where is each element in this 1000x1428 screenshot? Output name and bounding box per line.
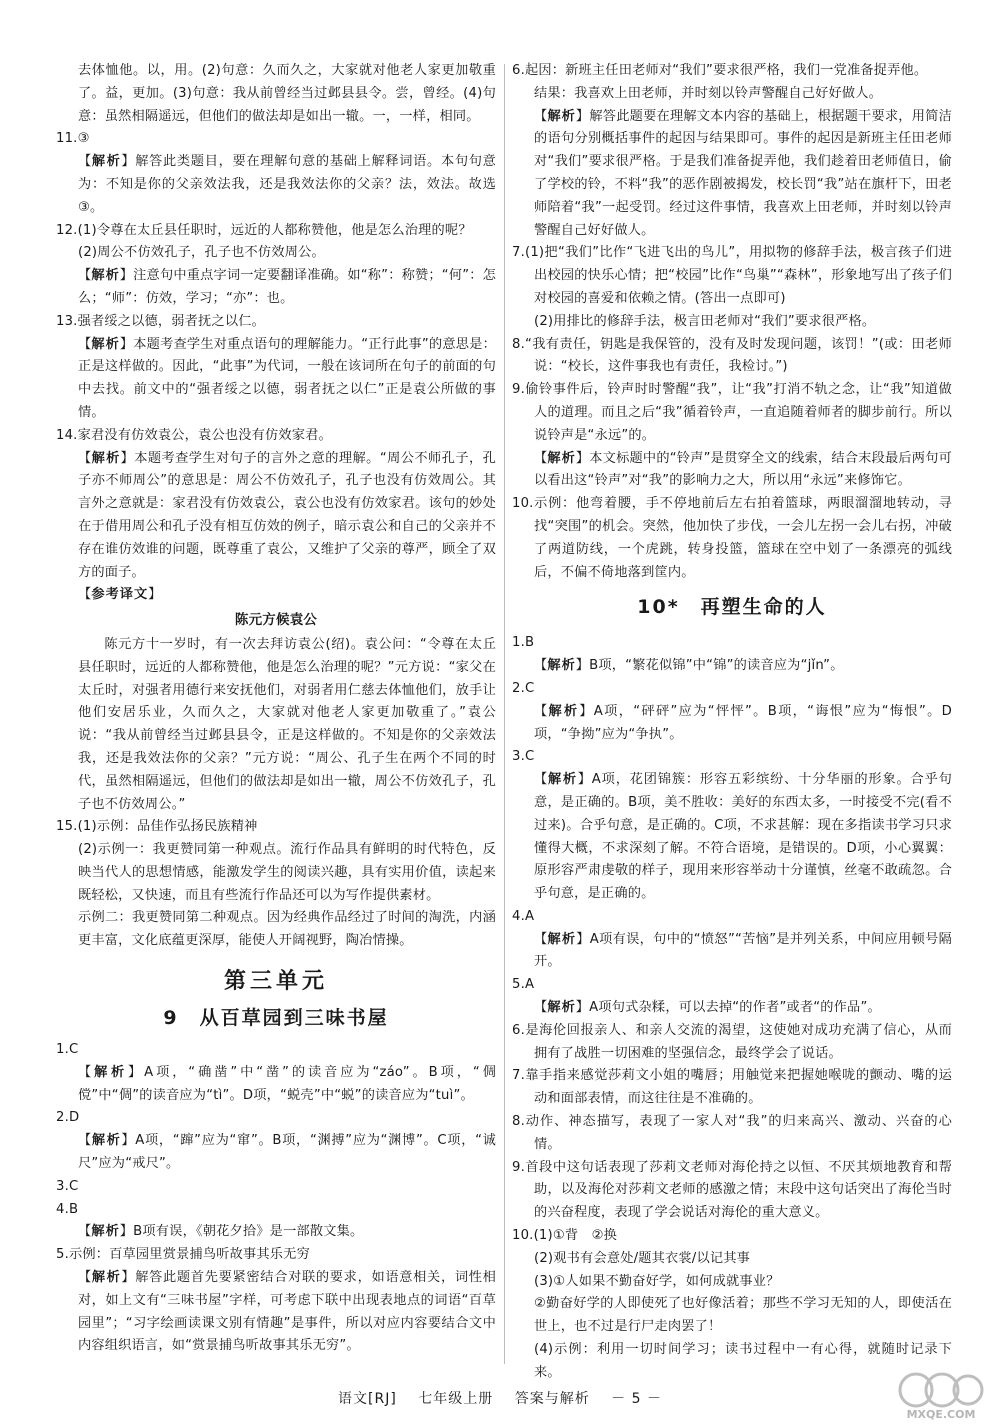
analysis-text: A项，花团锦簇：形容五彩缤纷、十分华丽的形象。合乎句意，是正确的。B项，美不胜收：美好的东西太多，一时接受不完(看不过来)。合乎句意，是正确的。C项，不求甚解：现在多指读书学习只求懂得大概，不求深刻了解。不符合语境，是错误的。D项，小心翼翼：原形容严肃虔敬的样子，现用来形容举动十分谨慎，丝毫不敢疏忽。合乎句意，是正确的。 xyxy=(534,772,952,902)
analysis-text: A项，“蹿”应为“窜”。B项，“渊搏”应为“渊博”。C项，“诚尺”应为“戒尺”。 xyxy=(78,1133,497,1172)
analysis-tag: 解析 xyxy=(91,1270,122,1286)
lesson-10-title: 10* 再塑生命的人 xyxy=(637,596,827,619)
analysis-tag: 解析 xyxy=(548,772,578,788)
analysis-tag: 解析 xyxy=(548,703,580,719)
l9-answer-5: 5.示例：百草园里赏景捕鸟听故事其乐无穷 xyxy=(56,1247,310,1263)
analysis-text: 本题考查学生对句子的言外之意的理解。“周公不师孔子，孔子亦不师周公”的意思是：周公不仿效孔子，孔子也没有仿效周公。其言外之意就是：家君没有仿效袁公，袁公也没有仿效家君。该句的妙处在于借用周公和孔子没有相互仿效的例子，暗示袁公和自己的父亲并不存在谁仿效谁的问题，既尊重了袁公，又维护了父亲的尊严，顾全了双方的面子。 xyxy=(78,450,497,580)
analysis-tag: 解析 xyxy=(547,450,576,466)
l9-answer-3: 3.C xyxy=(56,1178,79,1194)
l10-answer-10-1: 10.(1)①背 ②换 xyxy=(512,1228,618,1244)
answer-6-result: 结果：我喜欢上田老师，并时刻以铃声警醒自己好好做人。 xyxy=(534,85,883,101)
l10-analysis-1: 【解析】B项，“繁花似锦”中“锦”的读音应为“jǐn”。 xyxy=(534,658,844,674)
answer-12-2: (2)周公不仿效孔子，孔子也不仿效周公。 xyxy=(78,245,325,261)
l9-answer-4: 4.B xyxy=(56,1201,79,1217)
analysis-12: 【解析】注意句中重点字词一定要翻译准确。如“称”：称赞；“何”：怎么；“师”：仿效，学习；“亦”：也。 xyxy=(78,268,496,306)
l9-analysis-5: 【解析】解答此题首先要紧密结合对联的要求，如语意相关，词性相对，如上文有“三味书屋”字样，可考虑下联中出现表地点的词语“百草园里”；“习字绘画读课文别有情趣”是事件，所以对应内容要结合文中内容组织语言，如“赏景捕鸟听故事其乐无穷”。 xyxy=(78,1270,497,1354)
answer-9: 9.偷铃事件后，铃声时时警醒“我”，让“我”打消不轨之念，让“我”知道做人的道理。而且之后“我”循着铃声，一直追随着师者的脚步前行。所以说铃声是“永远”的。 xyxy=(512,382,952,443)
l10-analysis-2: 【解析】A项，“砰砰”应为“怦怦”。B项，“诲恨”应为“悔恨”。D项，“争拗”应为“争执”。 xyxy=(534,703,953,742)
l10-answer-7: 7.靠手指来感觉莎莉文小姐的嘴唇；用触觉来把握她喉咙的颤动、嘴的运动和面部表情，而这往往是不准确的。 xyxy=(512,1068,952,1107)
page-footer xyxy=(0,1388,1000,1408)
analysis-tag: 解析 xyxy=(547,108,576,124)
l10-answer-1: 1.B xyxy=(512,635,535,651)
footer-subject: 语文[RJ] xyxy=(338,1391,397,1407)
analysis-tag: 解析 xyxy=(547,1000,576,1016)
l10-answer-10-4: (4)示例：利用一切时间学习；读书过程中一有心得，就随时记录下来。 xyxy=(534,1342,952,1380)
l10-analysis-4: 【解析】A项有误，句中的“愤怒”“苦恼”是并列关系，中间应用顿号隔开。 xyxy=(534,931,953,970)
l10-answer-6: 6.是海伦回报亲人、和亲人交流的渴望，这使她对成功充满了信心，从而拥有了战胜一切困难的坚强信念，最终学会了说话。 xyxy=(512,1022,952,1061)
watermark-text: MXQE.COM xyxy=(906,1408,976,1421)
answer-10: 10.示例：他弯着腰，手不停地前后左右拍着篮球，两眼溜溜地转动，寻找“突围”的机会。突然，他加快了步伐，一会儿左拐一会儿右拐，冲破了两道防线，一个虎跳，转身投篮，篮球在空中划了一条漂亮的弧线后，不偏不倚地落到筐内。 xyxy=(512,496,952,580)
answer-15-2a: (2)示例一：我更赞同第一种观点。流行作品具有鲜明的时代特色，反映当代人的思想情感，能激发学生的阅读兴趣，具有实用价值，读起来既轻松，又快速，而且有些流行作品还可以为写作提供素材。 xyxy=(78,842,496,903)
l10-answer-10-3b: ②勤奋好学的人即使死了也好像活着；那些不学习无知的人，即使活在世上，也不过是行尸走肉罢了！ xyxy=(534,1296,952,1335)
analysis-tag: 解析 xyxy=(91,450,121,466)
l9-answer-1: 1.C xyxy=(56,1042,79,1058)
page-number: － 5 － xyxy=(611,1391,662,1407)
analysis-text: A项，“砰砰”应为“怦怦”。B项，“诲恨”应为“悔恨”。D项，“争拗”应为“争执”。 xyxy=(534,703,953,742)
analysis-13: 【解析】本题考查学生对重点语句的理解能力。“正行此事”的意思是：正是这样做的。因此，“此事”为代词，一般在该词所在句子的前面的句中去找。前文中的“强者绥之以德，弱者抚之以仁”正是袁公所做的事情。 xyxy=(78,336,497,420)
analysis-tag: 解析 xyxy=(547,931,577,947)
answer-15-2b: 示例二：我更赞同第二种观点。因为经典作品经过了时间的淘洗，内涵更丰富，文化底蕴更深厚，能使人开阔视野，陶冶情操。 xyxy=(78,910,496,949)
analysis-tag: 解析 xyxy=(91,336,120,352)
analysis-tag: 解析 xyxy=(547,658,576,674)
l9-analysis-1: 【解析】A项，“确凿”中“凿”的读音应为“záo”。B项，“倜傥”中“倜”的读音应为“tì”。D项，“蜕壳”中“蜕”的读音应为“tuì”。 xyxy=(78,1064,496,1103)
answer-14: 14.家君没有仿效袁公，袁公也没有仿效家君。 xyxy=(56,427,332,443)
analysis-tag: 解析 xyxy=(91,154,122,170)
analysis-text: B项有误，《朝花夕拾》是一部散文集。 xyxy=(133,1224,364,1240)
l10-answer-9: 9.首段中这句话表现了莎莉文老师对海伦持之以恒、不厌其烦地教育和帮助，以及海伦对莎莉文老师的感激之情；末段中这句话突出了海伦当时的兴奋程度，表现了学会说话对海伦的重大意义。 xyxy=(512,1159,952,1221)
answer-7-2: (2)用排比的修辞手法，极言田老师对“我们”要求很严格。 xyxy=(534,313,876,329)
column-divider xyxy=(504,64,505,1364)
l10-analysis-5: 【解析】A项句式杂糅，可以去掉“的作者”或者“的作品”。 xyxy=(534,1000,881,1016)
answer-13: 13.强者绥之以德，弱者抚之以仁。 xyxy=(56,313,265,329)
answer-12-1: 12.(1)令尊在太丘县任职时，远近的人都称赞他，他是怎么治理的呢？ xyxy=(56,222,472,238)
answer-8: 8.“我有责任，钥匙是我保管的，没有及时发现问题，该罚！”(或：田老师说：“校长，这件事我也有责任，我检讨。”) xyxy=(512,336,952,375)
l10-answer-10-2: (2)观书有会意处/题其衣裳/以记其事 xyxy=(534,1250,750,1266)
analysis-9: 【解析】本文标题中的“铃声”是贯穿全文的线索，结合末段最后两句可以看出这“铃声”对“我”的影响力之大，所以用“永远”来修饰它。 xyxy=(534,450,953,489)
answer-15-1: 15.(1)示例：品佳作弘扬民族精神 xyxy=(56,819,258,835)
answer-7-1: 7.(1)把“我们”比作“飞进飞出的鸟儿”，用拟物的修辞手法，极言孩子们进出校园的快乐心情；把“校园”比作“鸟巢”“森林”，形象地写出了孩子们对校园的喜爱和依赖之情。(答出一点即可) xyxy=(512,245,952,306)
analysis-tag: 解析 xyxy=(91,268,120,284)
lesson-9-title: 9 从百草园到三味书屋 xyxy=(163,1007,389,1030)
answer-6: 6.起因：新班主任田老师对“我们”要求很严格，我们一党准备捉弄他。 xyxy=(512,63,928,78)
analysis-text: A项，“确凿”中“凿”的读音应为“záo”。B项，“倜傥”中“倜”的读音应为“tì”。D项，“蜕壳”中“蜕”的读音应为“tuì”。 xyxy=(78,1064,496,1103)
l10-answer-3: 3.C xyxy=(512,749,535,765)
analysis-text: 解答此题首先要紧密结合对联的要求，如语意相关，词性相对，如上文有“三味书屋”字样，可考虑下联中出现表地点的词语“百草园里”；“习字绘画读课文别有情趣”是事件，所以对应内容要结合文中内容组织语言，如“赏景捕鸟听故事其乐无穷”。 xyxy=(78,1270,497,1354)
right-column xyxy=(512,60,952,1385)
l10-answer-2: 2.C xyxy=(512,680,535,696)
analysis-tag: 解析 xyxy=(91,1133,122,1149)
analysis-text: A项有误，句中的“愤怒”“苦恼”是并列关系，中间应用顿号隔开。 xyxy=(534,931,953,970)
l9-analysis-2: 【解析】A项，“蹿”应为“窜”。B项，“渊搏”应为“渊博”。C项，“诚尺”应为“戒尺”。 xyxy=(78,1133,497,1172)
reference-translation-tag: 【参考译文】 xyxy=(78,587,162,603)
analysis-text: 本文标题中的“铃声”是贯穿全文的线索，结合末段最后两句可以看出这“铃声”对“我”的影响力之大，所以用“永远”来修饰它。 xyxy=(534,450,953,489)
analysis-text: 解答此类题目，要在理解句意的基础上解释词语。本句句意为：不知是你的父亲效法我，还是我效法你的父亲？法，效法。故选③。 xyxy=(78,154,497,215)
footer-section: 答案与解析 xyxy=(514,1391,590,1407)
analysis-text: 注意句中重点字词一定要翻译准确。如“称”：称赞；“何”：怎么；“师”：仿效，学习；“亦”：也。 xyxy=(78,268,496,306)
l9-answer-2: 2.D xyxy=(56,1110,80,1126)
watermark-logo xyxy=(896,1368,986,1422)
l10-answer-5: 5.A xyxy=(512,977,535,993)
reference-title: 陈元方候袁公 xyxy=(234,612,318,629)
unit-title: 第三单元 xyxy=(223,969,328,995)
l10-answer-10-3a: (3)①人如果不勤奋好学，如何成就事业？ xyxy=(534,1273,780,1289)
analysis-text: B项，“繁花似锦”中“锦”的读音应为“jǐn”。 xyxy=(589,658,844,674)
answer-11: 11.③ xyxy=(56,131,90,147)
analysis-text: A项句式杂糅，可以去掉“的作者”或者“的作品”。 xyxy=(589,1000,881,1016)
reference-text: 陈元方十一岁时，有一次去拜访袁公(绍)。袁公问：“令尊在太丘县任职时，远近的人都称赞他，他是怎么治理的呢？”元方说：“家父在太丘时，对强者用德行来安抚他们，对弱者用仁慈去体恤他们，放手让他们安居乐业，久而久之，大家就对他老人家更加敬重了。”袁公说：“我从前曾经当过邺县县令，正是这样做的。不知是你的父亲效法我，还是我效法你的父亲？”元方说：“周公、孔子生在两个不同的时代，虽然相隔遥远，但他们的做法却是如出一辙，周公不仿效孔子，孔子也不仿效周公。” xyxy=(78,636,496,812)
analysis-14: 【解析】本题考查学生对句子的言外之意的理解。“周公不师孔子，孔子亦不师周公”的意思是：周公不仿效孔子，孔子也没有仿效周公。其言外之意就是：家君没有仿效袁公，袁公也没有仿效家君。该句的妙处在于借用周公和孔子没有相互仿效的例子，暗示袁公和自己的父亲并不存在谁仿效谁的问题，既尊重了袁公，又维护了父亲的尊严，顾全了双方的面子。 xyxy=(78,450,497,580)
analysis-tag: 解析 xyxy=(91,1224,120,1240)
l9-analysis-4: 【解析】B项有误，《朝花夕拾》是一部散文集。 xyxy=(78,1224,364,1240)
answer-line: 去体恤他。以，用。(2)句意：久而久之，大家就对他老人家更加敬重了。益，更加。(3)句意：我从前曾经当过邺县县令。尝，曾经。(4)句意：虽然相隔遥远，但他们的做法却是如出一辙。一，一样，相同。 xyxy=(78,63,496,124)
analysis-tag: 解析 xyxy=(94,1064,128,1080)
l10-analysis-3: 【解析】A项，花团锦簇：形容五彩缤纷、十分华丽的形象。合乎句意，是正确的。B项，美不胜收：美好的东西太多，一时接受不完(看不过来)。合乎句意，是正确的。C项，不求甚解：现在多指读书学习只求懂得大概，不求深刻了解。不符合语境，是错误的。D项，小心翼翼：原形容严肃虔敬的样子，现用来形容举动十分谨慎，丝毫不敢疏忽。合乎句意，是正确的。 xyxy=(534,772,952,902)
l10-answer-4: 4.A xyxy=(512,908,535,924)
footer-grade: 七年级上册 xyxy=(418,1391,494,1407)
analysis-11: 【解析】解答此类题目，要在理解句意的基础上解释词语。本句句意为：不知是你的父亲效法我，还是我效法你的父亲？法，效法。故选③。 xyxy=(78,154,497,215)
reference-tag-text: 参考译文 xyxy=(91,587,149,603)
left-column xyxy=(56,60,496,1358)
l10-answer-8: 8.动作、神态描写，表现了一家人对“我”的归来高兴、激动、兴奋的心情。 xyxy=(512,1114,952,1152)
analysis-6: 【解析】解答此题要在理解文本内容的基础上，根据题干要求，用简洁的语句分别概括事件的起因与结果即可。事件的起因是新班主任田老师对“我们”要求很严格。于是我们准备捉弄他，我们趁着田老师值日，偷了学校的铃，不料“我”的恶作剧被揭发，校长罚“我”站在旗杆下，田老师陪着“我”一起受罚。经过这件事情，我喜欢上田老师，并时刻以铃声警醒自己好好做人。 xyxy=(534,108,952,238)
analysis-text: 解答此题要在理解文本内容的基础上，根据题干要求，用简洁的语句分别概括事件的起因与结果即可。事件的起因是新班主任田老师对“我们”要求很严格。于是我们准备捉弄他，我们趁着田老师值日，偷了学校的铃，不料“我”的恶作剧被揭发，校长罚“我”站在旗杆下，田老师陪着“我”一起受罚。经过这件事情，我喜欢上田老师，并时刻以铃声警醒自己好好做人。 xyxy=(534,108,952,238)
analysis-text: 本题考查学生对重点语句的理解能力。“正行此事”的意思是：正是这样做的。因此，“此事”为代词，一般在该词所在句子的前面的句中去找。前文中的“强者绥之以德，弱者抚之以仁”正是袁公所做的事情。 xyxy=(78,336,497,420)
